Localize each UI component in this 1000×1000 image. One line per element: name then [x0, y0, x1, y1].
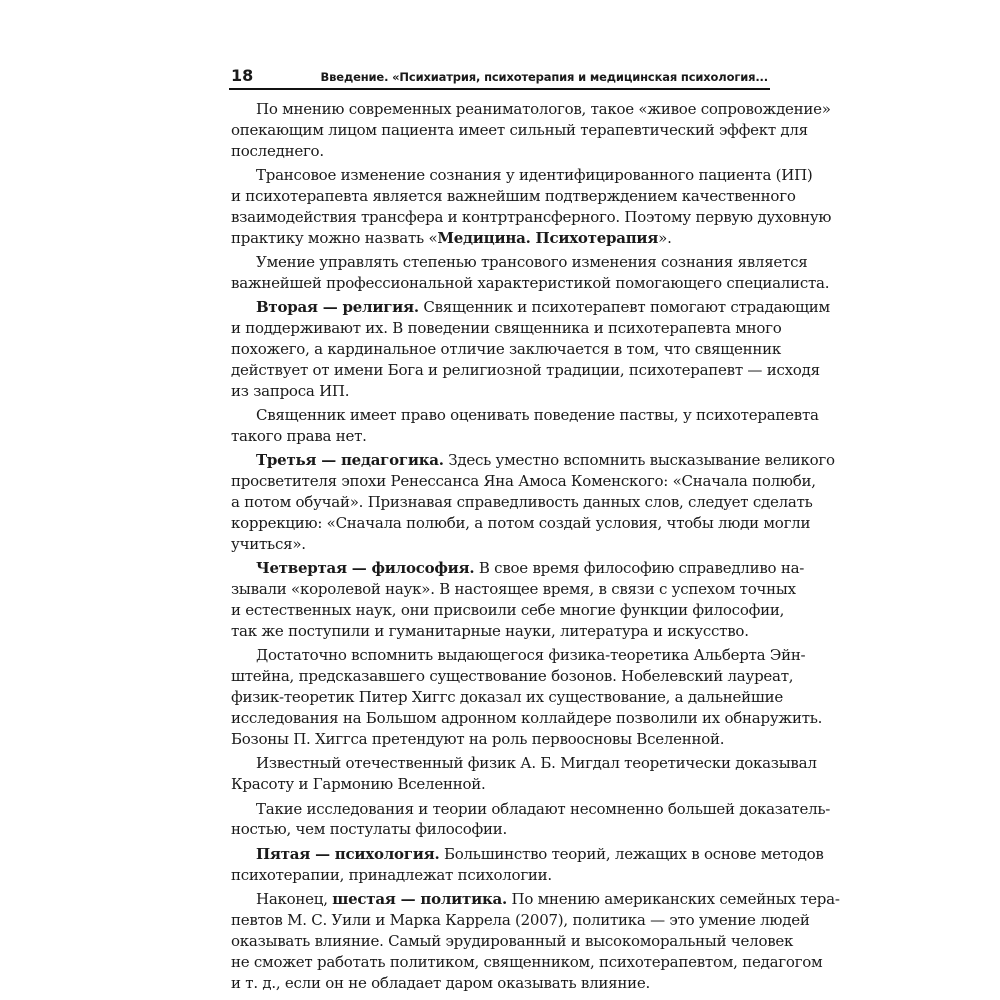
paragraph — [231, 297, 830, 402]
text-line: штейна, предсказавшего существование бозонов. Нобелевский лауреат, — [231, 667, 794, 686]
text-line: важнейшей профессиональной характеристикой помогающего специалиста. — [231, 274, 830, 293]
text-line: зывали «королевой наук». В настоящее время, в связи с успехом точных — [231, 580, 796, 599]
text-line: Известный отечественный физик А. Б. Мигдал теоретически доказывал — [256, 754, 817, 773]
running-header — [229, 66, 770, 90]
text-line: и поддерживают их. В поведении священника и психотерапевта много — [231, 319, 782, 338]
paragraph — [231, 799, 831, 841]
running-header-title: Введение. «Психиатрия, психотерапия и медицинская психология... — [320, 70, 768, 84]
paragraph — [231, 889, 840, 994]
text-line: Наконец, шестая — политика. По мнению американских семейных тера- — [256, 889, 840, 908]
text-line: ностью, чем постулаты философии. — [231, 820, 507, 839]
text-line: Умение управлять степенью трансового изменения сознания является — [256, 253, 808, 272]
text-line: Такие исследования и теории обладают несомненно большей доказатель- — [256, 799, 831, 818]
page-number: 18 — [231, 66, 254, 85]
text-line: учиться». — [231, 535, 306, 554]
text-line: а потом обучай». Признавая справедливость данных слов, следует сделать — [231, 493, 813, 512]
text-line: и естественных наук, они присвоили себе многие функции философии, — [231, 601, 785, 620]
text-line: исследования на Большом адронном коллайдере позволили их обнаружить. — [231, 709, 823, 728]
text-line: практику можно назвать «Медицина. Психотерапия». — [231, 228, 672, 247]
paragraph — [231, 645, 823, 750]
paragraph — [231, 99, 831, 162]
text-line: последнего. — [231, 141, 324, 160]
text-line: оказывать влияние. Самый эрудированный и высокоморальный человек — [231, 931, 794, 950]
paragraph — [231, 252, 830, 294]
text-line: действует от имени Бога и религиозной традиции, психотерапевт — исходя — [231, 361, 820, 380]
text-line: По мнению современных реаниматологов, такое «живое сопровождение» — [256, 100, 831, 118]
text-line: Пятая — психология. Большинство теорий, лежащих в основе методов — [256, 844, 824, 863]
text-line: так же поступили и гуманитарные науки, литература и искусство. — [231, 622, 749, 641]
text-line: Вторая — религия. Священник и психотерапевт помогают страдающим — [256, 298, 830, 317]
text-line: Священник имеет право оценивать поведение паствы, у психотерапевта — [256, 406, 819, 425]
text-line: физик-теоретик Питер Хиггс доказал их существование, а дальнейшие — [231, 688, 783, 707]
text-line: взаимодействия трансфера и контртрансферного. Поэтому первую духовную — [231, 207, 832, 226]
paragraph — [231, 405, 819, 447]
paragraph — [231, 558, 805, 642]
text-line: коррекцию: «Сначала полюби, а потом создай условия, чтобы люди могли — [231, 514, 811, 533]
text-line: из запроса ИП. — [231, 381, 350, 400]
text-line: и психотерапевта является важнейшим подтверждением качественного — [231, 187, 796, 206]
paragraph — [231, 753, 817, 795]
text-line: Третья — педагогика. Здесь уместно вспомнить высказывание великого — [256, 451, 835, 470]
text-line: опекающим лицом пациента имеет сильный терапевтический эффект для — [231, 120, 808, 139]
text-line: Достаточно вспомнить выдающегося физика-теоретика Альберта Эйн- — [256, 646, 806, 665]
paragraph — [231, 450, 835, 555]
body-text — [231, 99, 840, 997]
paragraph — [231, 165, 832, 249]
text-line: Четвертая — философия. В свое время философию справедливо на- — [256, 559, 805, 578]
text-line: психотерапии, принадлежат психологии. — [231, 865, 552, 884]
text-line: не сможет работать политиком, священником, психотерапевтом, педагогом — [231, 952, 823, 971]
text-line: певтов М. С. Уили и Марка Каррела (2007), политика — это умение людей — [231, 910, 810, 929]
text-line: такого права нет. — [231, 427, 367, 446]
paragraph — [231, 844, 824, 886]
text-line: Трансовое изменение сознания у идентифицированного пациента (ИП) — [256, 166, 813, 185]
text-line: просветителя эпохи Ренессанса Яна Амоса Коменского: «Сначала полюби, — [231, 472, 816, 491]
text-line: и т. д., если он не обладает даром оказывать влияние. — [231, 973, 650, 992]
text-line: Красоту и Гармонию Вселенной. — [231, 775, 486, 794]
text-line: Бозоны П. Хиггса претендуют на роль первоосновы Вселенной. — [231, 730, 725, 749]
text-line: похожего, а кардинальное отличие заключается в том, что священник — [231, 340, 781, 359]
